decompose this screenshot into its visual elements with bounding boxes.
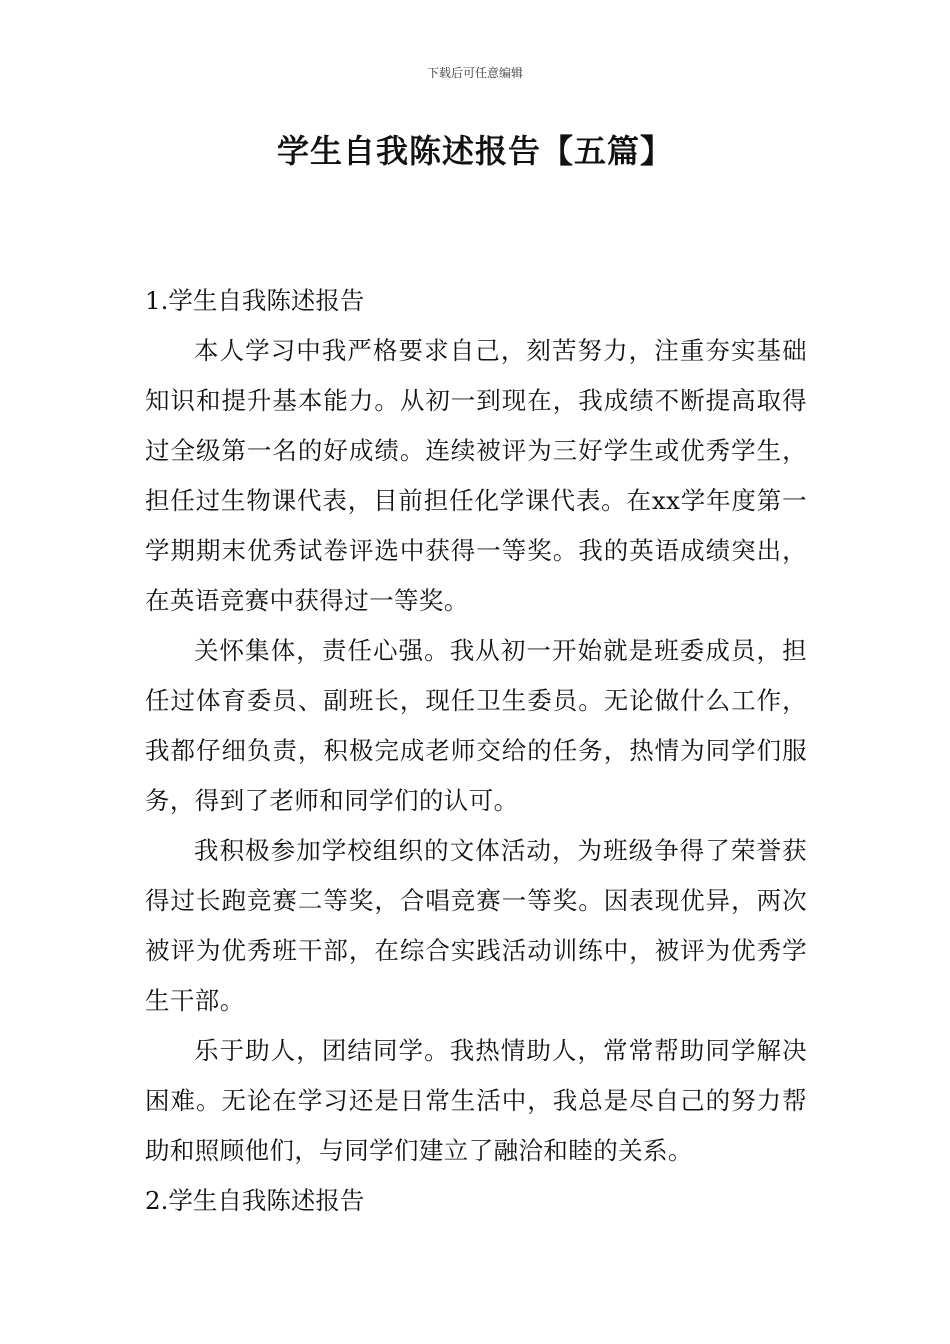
- section-heading: 1.学生自我陈述报告: [145, 286, 365, 315]
- paragraph: 本人学习中我严格要求自己，刻苦努力，注重夯实基础知识和提升基本能力。从初一到现在，我成绩不断提高取得过全级第一名的好成绩。连续被评为三好学生或优秀学生，担任过生物课代表，目前担任化学课代表。在xx学年度第一学期期末优秀试卷评选中获得一等奖。我的英语成绩突出，在英语竞赛中获得过一等奖。: [145, 336, 807, 615]
- paragraph: 乐于助人，团结同学。我热情助人，常常帮助同学解决困难。无论在学习还是日常生活中，我总是尽自己的努力帮助和照顾他们，与同学们建立了融洽和睦的关系。: [145, 1036, 807, 1165]
- paragraph: 我积极参加学校组织的文体活动，为班级争得了荣誉获得过长跑竞赛二等奖，合唱竞赛一等奖。因表现优异，两次被评为优秀班干部，在综合实践活动训练中，被评为优秀学生干部。: [145, 836, 807, 1015]
- section-heading: 2.学生自我陈述报告: [145, 1186, 365, 1215]
- document-body: [145, 276, 807, 1226]
- document-title: 学生自我陈述报告【五篇】: [276, 132, 673, 170]
- paragraph: 关怀集体，责任心强。我从初一开始就是班委成员，担任过体育委员、副班长，现任卫生委员。无论做什么工作，我都仔细负责，积极完成老师交给的任务，热情为同学们服务，得到了老师和同学们的认可。: [145, 636, 807, 815]
- header-note: 下载后可任意编辑: [426, 66, 523, 80]
